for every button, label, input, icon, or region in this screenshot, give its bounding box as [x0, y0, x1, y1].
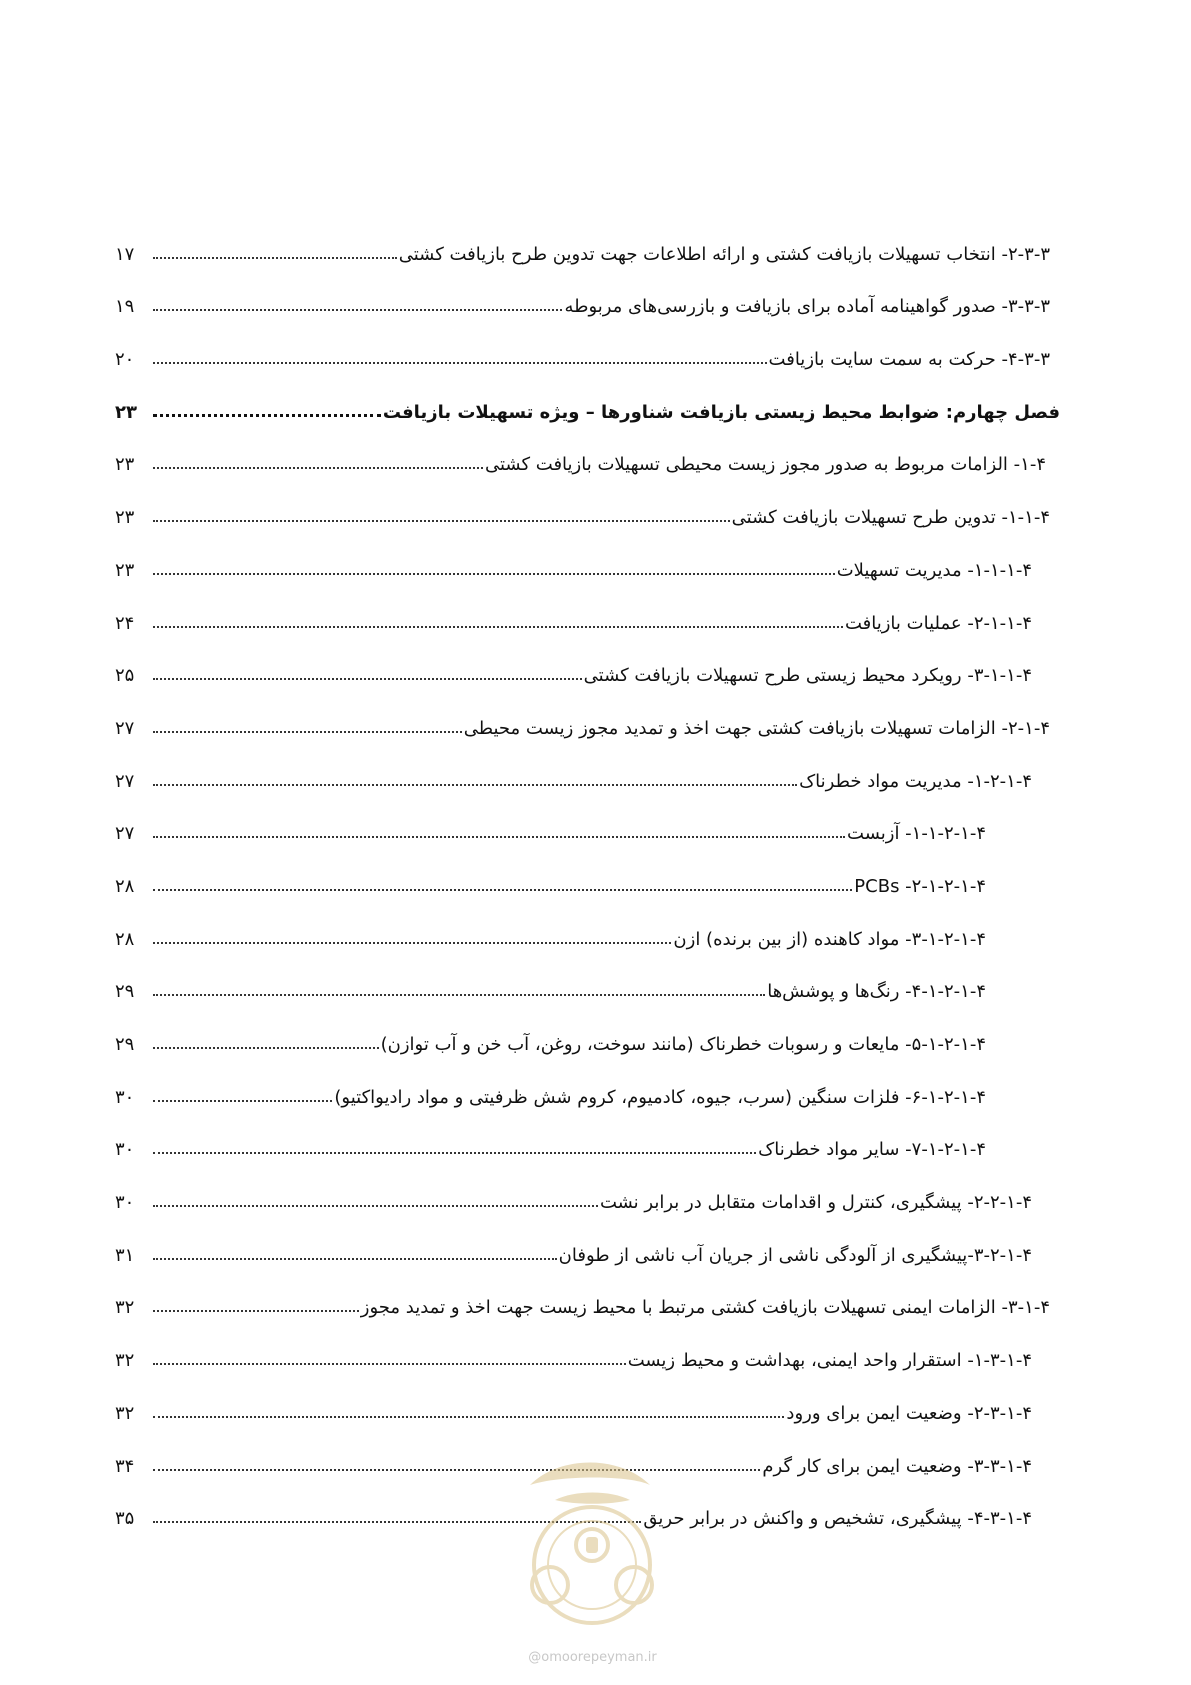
toc-entry[interactable]: [115, 1108, 1060, 1161]
dot-leader: [153, 361, 767, 364]
dot-leader: [153, 519, 730, 522]
toc-entry[interactable]: [115, 897, 1060, 950]
toc-entry-page: ۳۴: [115, 1455, 135, 1477]
toc-entry-title: ۱-۱-۴- تدوین طرح تسهیلات بازیافت کشتی: [731, 507, 1050, 529]
dot-leader: [153, 1204, 598, 1207]
toc-entry-title: ۳-۲-۱-۴-پیشگیری از آلودگی ناشی از جریان آب ناشی از طوفان: [558, 1244, 1032, 1266]
dot-leader: [153, 1046, 379, 1049]
dot-leader: [153, 1151, 756, 1154]
toc-entry-page: ۲۴: [115, 612, 135, 634]
toc-entry-page: ۱۹: [115, 296, 135, 318]
toc-entry-page: ۳۲: [115, 1402, 135, 1424]
toc-entry-page: ۳۲: [115, 1350, 135, 1372]
dot-leader: [153, 572, 835, 575]
toc-entry-page: ۳۵: [115, 1508, 135, 1530]
toc-entry-page: ۲۷: [115, 770, 135, 792]
toc-entry[interactable]: [115, 844, 1060, 897]
toc-entry-page: ۳۱: [115, 1244, 135, 1266]
toc-entry[interactable]: [115, 1213, 1060, 1266]
toc-entry-title: ۱-۳-۱-۴- استقرار واحد ایمنی، بهداشت و محیط زیست: [627, 1350, 1032, 1372]
toc-entry-page: ۳۲: [115, 1297, 135, 1319]
watermark-caption: @omoorepeyman.ir: [528, 1650, 657, 1665]
dot-leader: [153, 993, 765, 996]
toc-entry-page: ۲۸: [115, 928, 135, 950]
toc-entry-title: ۳-۱-۱-۴- رویکرد محیط زیستی طرح تسهیلات بازیافت کشتی: [583, 665, 1032, 687]
toc-entry-title: ۱-۲-۱-۴- مدیریت مواد خطرناک: [799, 770, 1032, 792]
dot-leader: [153, 1257, 557, 1260]
toc-entry-page: ۲۸: [115, 875, 135, 897]
toc-entry-page: ۲۷: [115, 717, 135, 739]
toc-entry-page: ۲۹: [115, 981, 135, 1003]
toc-entry-title: ۴-۱-۲-۱-۴- رنگ‌ها و پوشش‌ها: [767, 981, 986, 1003]
dot-leader: [153, 308, 562, 311]
toc-entry[interactable]: [115, 739, 1060, 792]
dot-leader: [153, 413, 381, 417]
toc-entry-page: ۲۳: [115, 454, 135, 476]
toc-entry[interactable]: [115, 1371, 1060, 1424]
toc-entry-title: ۱-۱-۱-۴- مدیریت تسهیلات: [836, 559, 1032, 581]
toc-entry[interactable]: [115, 634, 1060, 687]
toc-entry-title: فصل چهارم: ضوابط محیط زیستی بازیافت شناورها – ویژه تسهیلات بازیافت: [382, 401, 1060, 423]
toc-entry-page: ۲۳: [115, 559, 135, 581]
toc-entry[interactable]: [115, 475, 1060, 528]
dot-leader: [153, 1415, 784, 1418]
dot-leader: [153, 835, 845, 838]
toc-entry-page: ۳۰: [115, 1192, 135, 1214]
toc-entry-page: ۳۰: [115, 1086, 135, 1108]
toc-entry[interactable]: [115, 423, 1060, 476]
toc-entry-page: ۲۹: [115, 1034, 135, 1055]
toc-entry-title: ۲-۱-۲-۱-۴- PCBs: [854, 875, 986, 897]
dot-leader: [153, 466, 483, 469]
toc-entry-page: ۱۷: [115, 243, 135, 265]
toc-entry-title: ۳-۳-۳- صدور گواهینامه آماده برای بازیافت و بازرسی‌های مربوطه: [564, 296, 1050, 318]
toc-entry-page: ۲۵: [115, 665, 135, 687]
toc-entry-title: ۴-۳-۱-۴- پیشگیری، تشخیص و واکنش در برابر حریق: [643, 1508, 1032, 1530]
dot-leader: [153, 941, 671, 944]
toc-entry[interactable]: [115, 581, 1060, 634]
toc-entry[interactable]: [115, 792, 1060, 845]
toc-entry[interactable]: [115, 265, 1060, 318]
toc-entry-title: ۷-۱-۲-۱-۴- سایر مواد خطرناک: [758, 1139, 986, 1161]
toc-entry-page: ۲۳: [115, 507, 135, 529]
toc-entry-page: ۳۰: [115, 1139, 135, 1161]
toc-entry[interactable]: [115, 1160, 1060, 1213]
toc-entry-title: ۳-۱-۲-۱-۴- مواد کاهنده (از بین برنده) ازن: [673, 928, 986, 950]
watermark-seal: [500, 1445, 685, 1635]
dot-leader: [153, 730, 462, 733]
toc-chapter-entry[interactable]: [115, 370, 1060, 423]
dot-leader: [153, 1362, 626, 1365]
toc-entry[interactable]: [115, 317, 1060, 370]
toc-entry-page: ۲۰: [115, 349, 135, 371]
toc-entry-title: ۶-۱-۲-۱-۴- فلزات سنگین (سرب، جیوه، کادمیوم، کروم شش ظرفیتی و مواد رادیواکتیو): [334, 1086, 986, 1108]
dot-leader: [153, 888, 852, 891]
toc-entry-title: ۳-۳-۱-۴- وضعیت ایمن برای کار گرم: [762, 1455, 1032, 1477]
toc-entry[interactable]: [115, 1055, 1060, 1108]
toc-entry[interactable]: [115, 1318, 1060, 1371]
dot-leader: [153, 625, 843, 628]
toc-entry-title: ۲-۳-۳- انتخاب تسهیلات بازیافت کشتی و ارائه اطلاعات جهت تدوین طرح بازیافت کشتی: [398, 243, 1050, 265]
dot-leader: [153, 783, 797, 786]
toc-entry[interactable]: [115, 950, 1060, 1003]
toc-entry-title: ۴-۳-۳- حرکت به سمت سایت بازیافت: [768, 349, 1050, 371]
toc-entry-title: ۱-۱-۲-۱-۴- آزبست: [847, 823, 986, 845]
toc-entry[interactable]: [115, 1266, 1060, 1319]
toc-entry-title: ۲-۲-۱-۴- پیشگیری، کنترل و اقدامات متقابل در برابر نشت: [599, 1192, 1032, 1214]
toc-entry-page: ۲۷: [115, 823, 135, 845]
dot-leader: [153, 256, 397, 259]
toc-entry-title: ۱-۴- الزامات مربوط به صدور مجوز زیست محیطی تسهیلات بازیافت کشتی: [484, 454, 1046, 476]
toc-entry[interactable]: [115, 686, 1060, 739]
toc-entry-title: ۲-۳-۱-۴- وضعیت ایمن برای ورود: [786, 1402, 1032, 1424]
toc-entry[interactable]: [115, 1002, 1060, 1055]
toc-entry-title: ۲-۱-۱-۴- عملیات بازیافت: [844, 612, 1032, 634]
toc-entry[interactable]: [115, 212, 1060, 265]
toc-entry-title: ۵-۱-۲-۱-۴- مایعات و رسوبات خطرناک (مانند سوخت، روغن، آب خن و آب توازن): [380, 1034, 986, 1055]
dot-leader: [153, 677, 582, 680]
dot-leader: [153, 1099, 332, 1102]
table-of-contents: [115, 212, 1060, 1529]
toc-entry-title: ۲-۱-۴- الزامات تسهیلات بازیافت کشتی جهت اخذ و تمدید مجوز زیست محیطی: [463, 717, 1050, 739]
toc-entry[interactable]: [115, 528, 1060, 581]
toc-entry-page: ۲۳: [115, 401, 137, 423]
dot-leader: [153, 1309, 359, 1312]
toc-entry-title: ۳-۱-۴- الزامات ایمنی تسهیلات بازیافت کشتی مرتبط با محیط زیست جهت اخذ و تمدید مجوز: [360, 1297, 1050, 1319]
